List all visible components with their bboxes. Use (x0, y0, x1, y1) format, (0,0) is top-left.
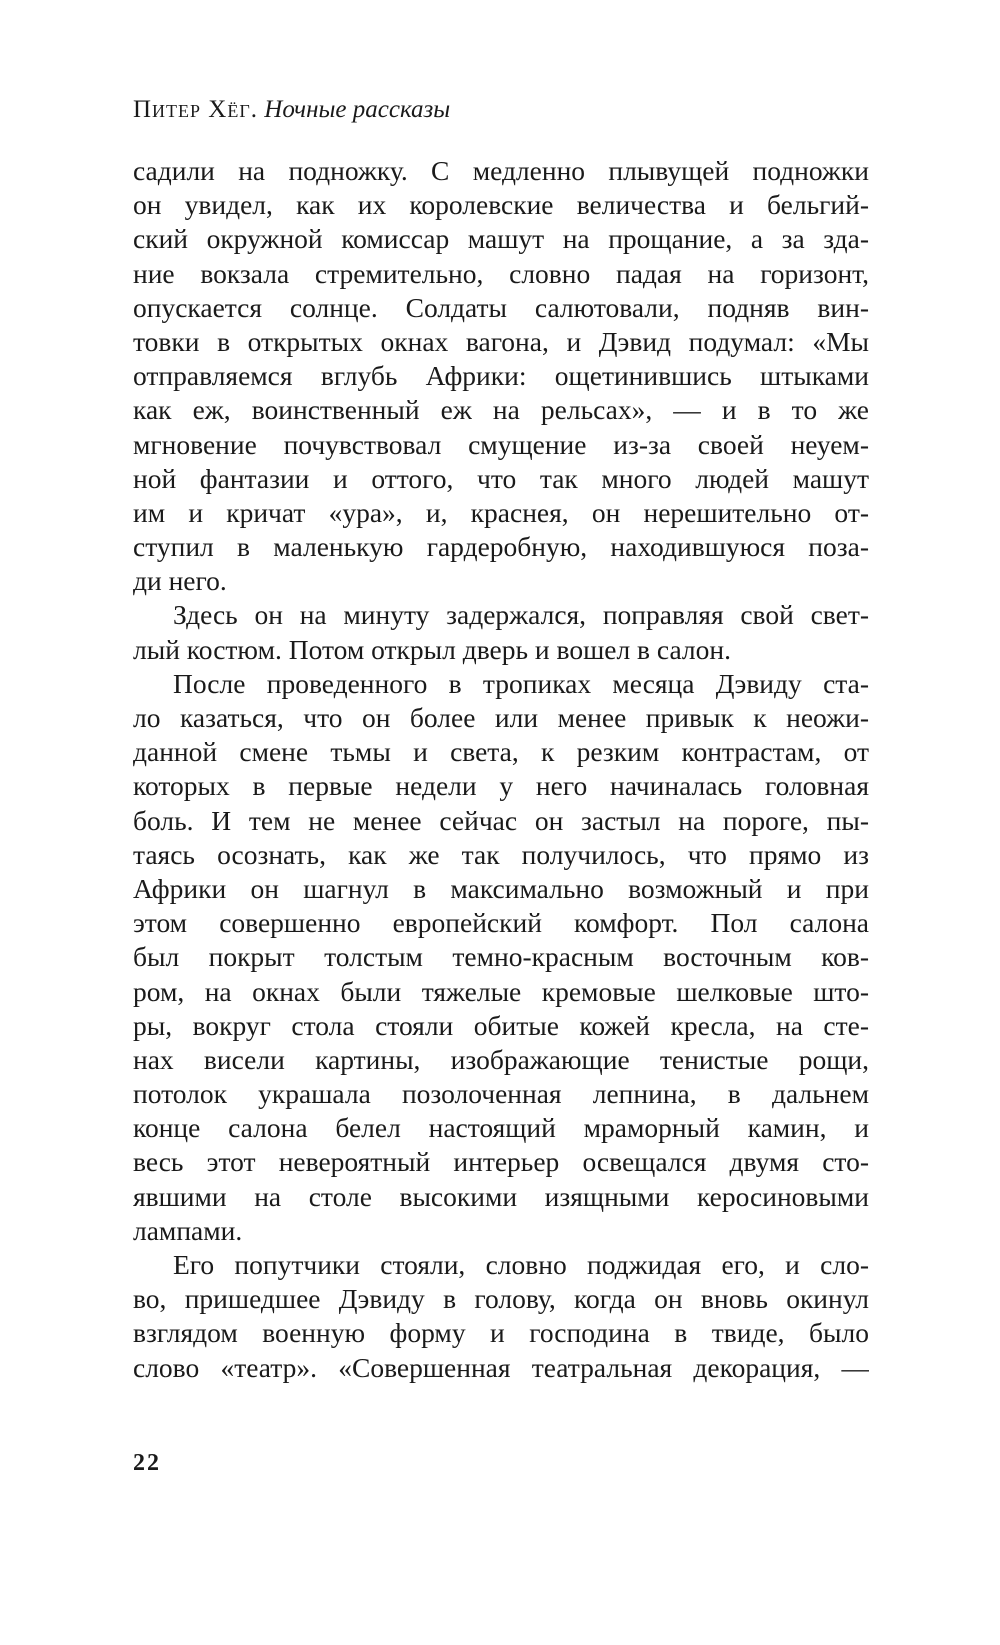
text-line: ступил в маленькую гардеробную, находившуюся поза- (133, 531, 869, 563)
text-line: товки в открытых окнах вагона, и Дэвид подумал: «Мы (133, 325, 869, 357)
text-line: Его попутчики стояли, словно поджидая его, и сло- (173, 1249, 869, 1280)
text-line: слово «театр». «Совершенная театральная декорация, — (133, 1351, 869, 1383)
page-number: 22 (133, 1450, 161, 1476)
text-line: потолок украшала позолоченная лепнина, в дальнем (133, 1078, 869, 1110)
text-line: отправляемся вглубь Африки: ощетинившись штыками (133, 360, 869, 392)
text-line: взглядом военную форму и господина в твиде, было (133, 1317, 869, 1349)
text-line: этом совершенно европейский комфорт. Пол салона (133, 907, 869, 939)
text-line: ром, на окнах были тяжелые кремовые шелковые што- (133, 975, 869, 1007)
text-line: явшими на столе высокими изящными керосиновыми (133, 1180, 869, 1212)
header-author: Питер Хёг. (133, 96, 259, 123)
text-line: опускается солнце. Солдаты салютовали, подняв вин- (133, 291, 869, 323)
text-line: был покрыт толстым темно-красным восточным ков- (133, 941, 869, 973)
text-line: таясь осознать, как же так получилось, что прямо из (133, 838, 869, 870)
text-line: ский окружной комиссар машут на прощание, а за зда- (133, 223, 869, 255)
text-line: данной смене тьмы и света, к резким контрастам, от (133, 736, 869, 768)
text-line: им и кричат «ура», и, краснея, он нерешительно от- (133, 496, 869, 528)
text-line: Африки он шагнул в максимально возможный и при (133, 872, 869, 904)
text-line: нах висели картины, изображающие тенистые рощи, (133, 1043, 869, 1075)
text-line: ры, вокруг стола стояли обитые кожей кресла, на сте- (133, 1009, 869, 1041)
text-line: Здесь он на минуту задержался, поправляя свой свет- (173, 599, 869, 631)
text-line: ной фантазии и оттого, что так много людей машут (133, 462, 869, 494)
text-line: конце салона белел настоящий мраморный камин, и (133, 1112, 869, 1144)
text-line: садили на подножку. С медленно плывущей подножки (133, 155, 869, 186)
text-line: мгновение почувствовал смущение из-за своей неуем- (133, 428, 869, 460)
text-line: которых в первые недели у него начиналась головная (133, 770, 869, 802)
running-header (133, 96, 450, 124)
text-line: он увидел, как их королевские величества и бельгий- (133, 189, 869, 221)
text-line: После проведенного в тропиках месяца Дэвиду ста- (173, 667, 869, 699)
text-line: во, пришедшее Дэвиду в голову, когда он вновь окинул (133, 1283, 869, 1315)
text-line: как еж, воинственный еж на рельсах», — и в то же (133, 394, 869, 426)
text-line: боль. И тем не менее сейчас он застыл на пороге, пы- (133, 804, 869, 836)
page-body-text (133, 154, 869, 1385)
text-line: ло казаться, что он более или менее привык к неожи- (133, 702, 869, 733)
header-book-title: Ночные рассказы (264, 96, 451, 123)
text-line: лампами. (133, 1214, 243, 1246)
text-line: весь этот невероятный интерьер освещался двумя сто- (133, 1146, 869, 1178)
text-line: ди него. (133, 565, 227, 597)
text-line: ние вокзала стремительно, словно падая на горизонт, (133, 257, 869, 289)
text-line: лый костюм. Потом открыл дверь и вошел в салон. (133, 633, 731, 665)
